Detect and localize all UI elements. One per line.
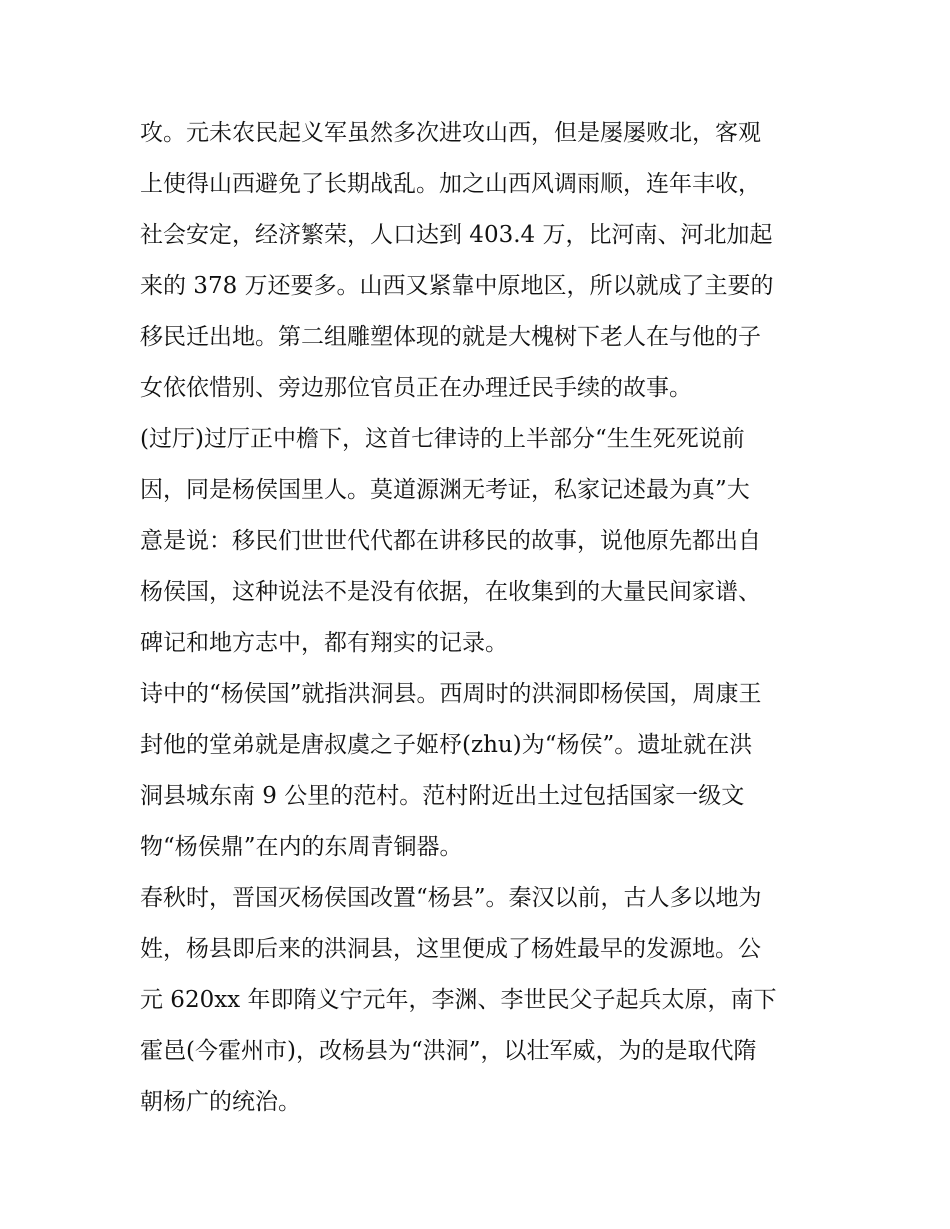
text-line: 物“杨侯鼎”在内的东周青铜器。 (140, 834, 463, 860)
text-line: 元 620xx 年即隋义宁元年，李渊、李世民父子起兵太原，南下 (140, 987, 777, 1013)
text-line: 来的 378 万还要多。山西又紧靠中原地区，所以就成了主要的 (140, 273, 774, 299)
text-line: 上使得山西避免了长期战乱。加之山西风调雨顺，连年丰收， (140, 171, 761, 197)
text-line: 移民迁出地。第二组雕塑体现的就是大槐树下老人在与他的子 (140, 324, 761, 350)
text-line: 社会安定，经济繁荣，人口达到 403.4 万，比河南、河北加起 (140, 222, 773, 248)
text-line: 封他的堂弟就是唐叔虞之子姬杼(zhu)为“杨侯”。遗址就在洪 (140, 732, 753, 758)
text-line: (过厅)过厅正中檐下，这首七律诗的上半部分“生生死死说前 (140, 426, 745, 452)
text-line: 碑记和地方志中，都有翔实的记录。 (140, 630, 508, 656)
text-line: 霍邑(今霍州市)，改杨县为“洪洞”，以壮军威，为的是取代隋 (140, 1038, 757, 1064)
text-line: 意是说：移民们世世代代都在讲移民的故事，说他原先都出自 (140, 528, 761, 554)
text-line: 诗中的“杨侯国”就指洪洞县。西周时的洪洞即杨侯国，周康王 (140, 681, 762, 707)
text-line: 杨侯国，这种说法不是没有依据，在收集到的大量民间家谱、 (140, 579, 761, 605)
text-line: 洞县城东南 9 公里的范村。范村附近出土过包括国家一级文 (140, 783, 745, 809)
document-page (140, 108, 820, 1128)
text-line: 攻。元未农民起义军虽然多次进攻山西，但是屡屡败北，客观 (140, 120, 761, 146)
text-line: 因，同是杨侯国里人。莫道源渊无考证，私家记述最为真”大 (140, 477, 750, 503)
text-line: 春秋时，晋国灭杨侯国改置“杨县”。秦汉以前，古人多以地为 (140, 885, 762, 911)
text-line: 姓，杨县即后来的洪洞县，这里便成了杨姓最早的发源地。公 (140, 936, 761, 962)
text-line: 女依依惜别、旁边那位官员正在办理迁民手续的故事。 (140, 375, 692, 401)
text-line: 朝杨广的统治。 (140, 1089, 301, 1115)
